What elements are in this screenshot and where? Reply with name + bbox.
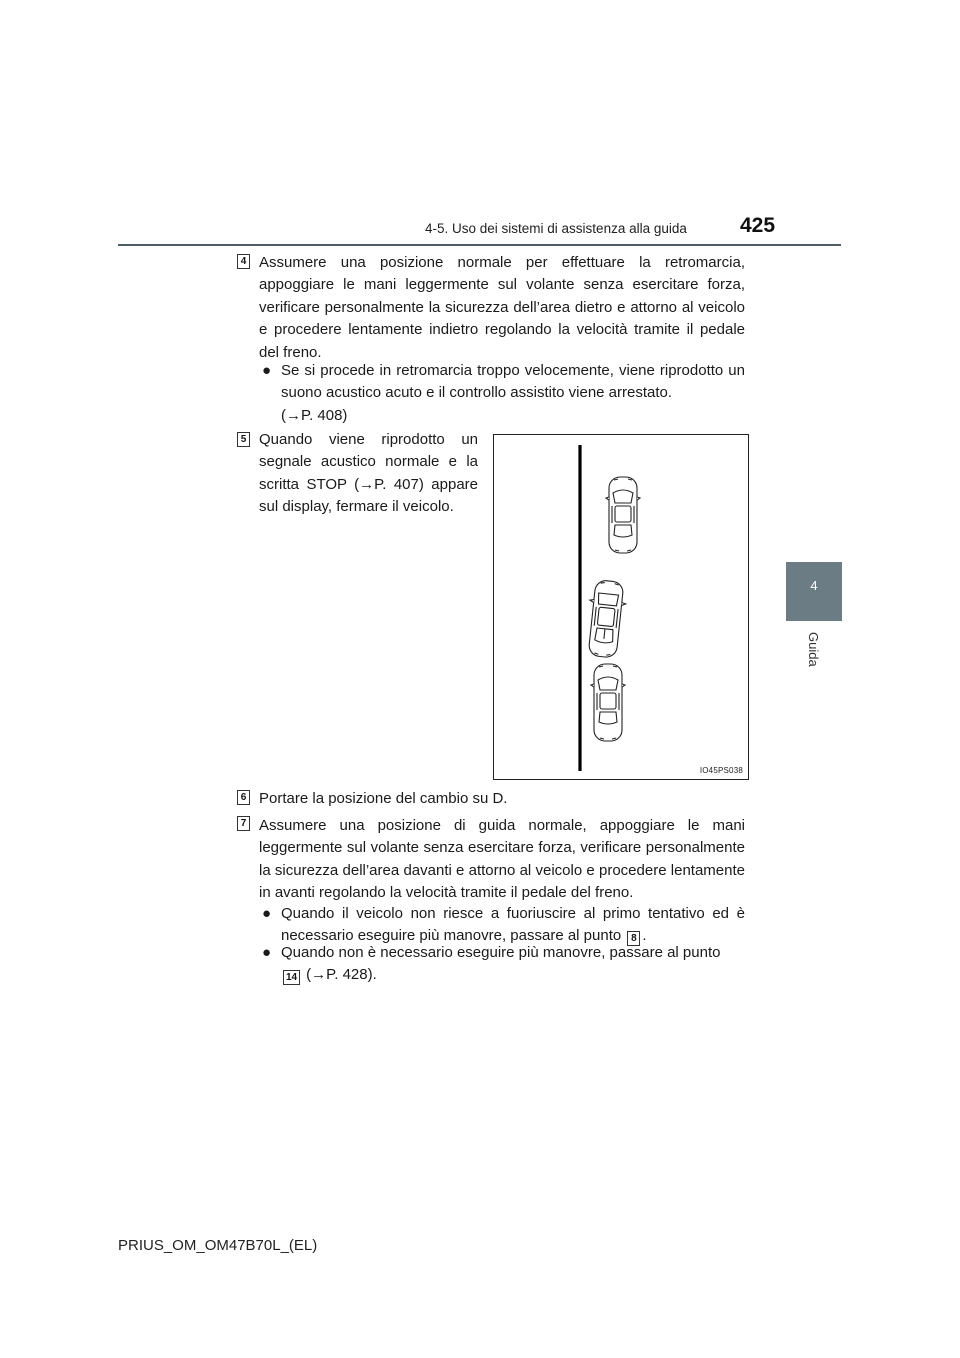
- bullet-dot-icon: ●: [262, 362, 272, 379]
- parking-illustration: [493, 434, 749, 780]
- step-4-text: Assumere una posizione normale per effettuare la retromarcia, appoggiare le mani leggermente sul volante senza esercitare forza, verificare personalmente la sicurezza dell’area dietro e attorno al veicolo e procedere lentamente indietro regolando la velocità tramite il pedale del freno.: [259, 254, 745, 361]
- step-6-text: Portare la posizione del cambio su D.: [259, 790, 508, 807]
- step-5-text: Quando viene riprodotto un segnale acustico normale e la scritta STOP (→P. 407) appare sul display, fermare il veicolo.: [259, 431, 478, 516]
- step-7-text: Assumere una posizione di guida normale, appoggiare le mani leggermente sul volante senza esercitare forza, verificare personalmente la sicurezza dell’area davanti e attorno al veicolo e procedere lentamente in avanti regolando la velocità tramite il pedale del freno.: [259, 817, 745, 902]
- step-7-bullet-1-end: .: [642, 927, 647, 945]
- step-7-bullet-1-text: Quando il veicolo non riesce a fuoriuscire al primo tentativo ed è necessario eseguire più manovre, passare al punto: [281, 905, 745, 945]
- parking-diagram: [494, 435, 750, 781]
- own-car: [584, 579, 628, 658]
- step-4-bullet: [262, 360, 745, 427]
- section-title: 4-5. Uso dei sistemi di assistenza alla guida: [425, 221, 687, 236]
- step-7-bullet-2-text: Quando non è necessario eseguire più manovre, passare al punto: [281, 944, 721, 961]
- step-number-6: 6: [237, 790, 250, 805]
- chapter-number: 4: [810, 578, 818, 593]
- parked-car-rear: [591, 664, 625, 741]
- page-number: 425: [740, 214, 776, 237]
- figure-id: IO45PS038: [699, 766, 743, 775]
- step-number-7: 7: [237, 816, 250, 831]
- chapter-name: Guida: [806, 632, 821, 667]
- step-number-4: 4: [237, 254, 250, 269]
- step-ref-8: 8: [627, 931, 640, 946]
- header-divider: [118, 244, 841, 246]
- bullet-dot-icon: ●: [262, 905, 272, 922]
- step-7-bullet-2-end: (→P. 428).: [306, 966, 377, 984]
- step-7-bullet-2: [262, 942, 745, 987]
- chapter-tab: [786, 562, 842, 621]
- parked-car-front: [606, 477, 640, 553]
- step-4-bullet-text: Se si procede in retromarcia troppo velocemente, viene riprodotto un suono acustico acuto e il controllo assistito viene arrestato.: [281, 362, 745, 402]
- step-number-5: 5: [237, 432, 250, 447]
- document-code: PRIUS_OM_OM47B70L_(EL): [118, 1237, 318, 1254]
- step-4-bullet-ref: (→P. 408): [281, 406, 348, 424]
- bullet-dot-icon: ●: [262, 944, 272, 961]
- step-ref-14: 14: [283, 970, 300, 985]
